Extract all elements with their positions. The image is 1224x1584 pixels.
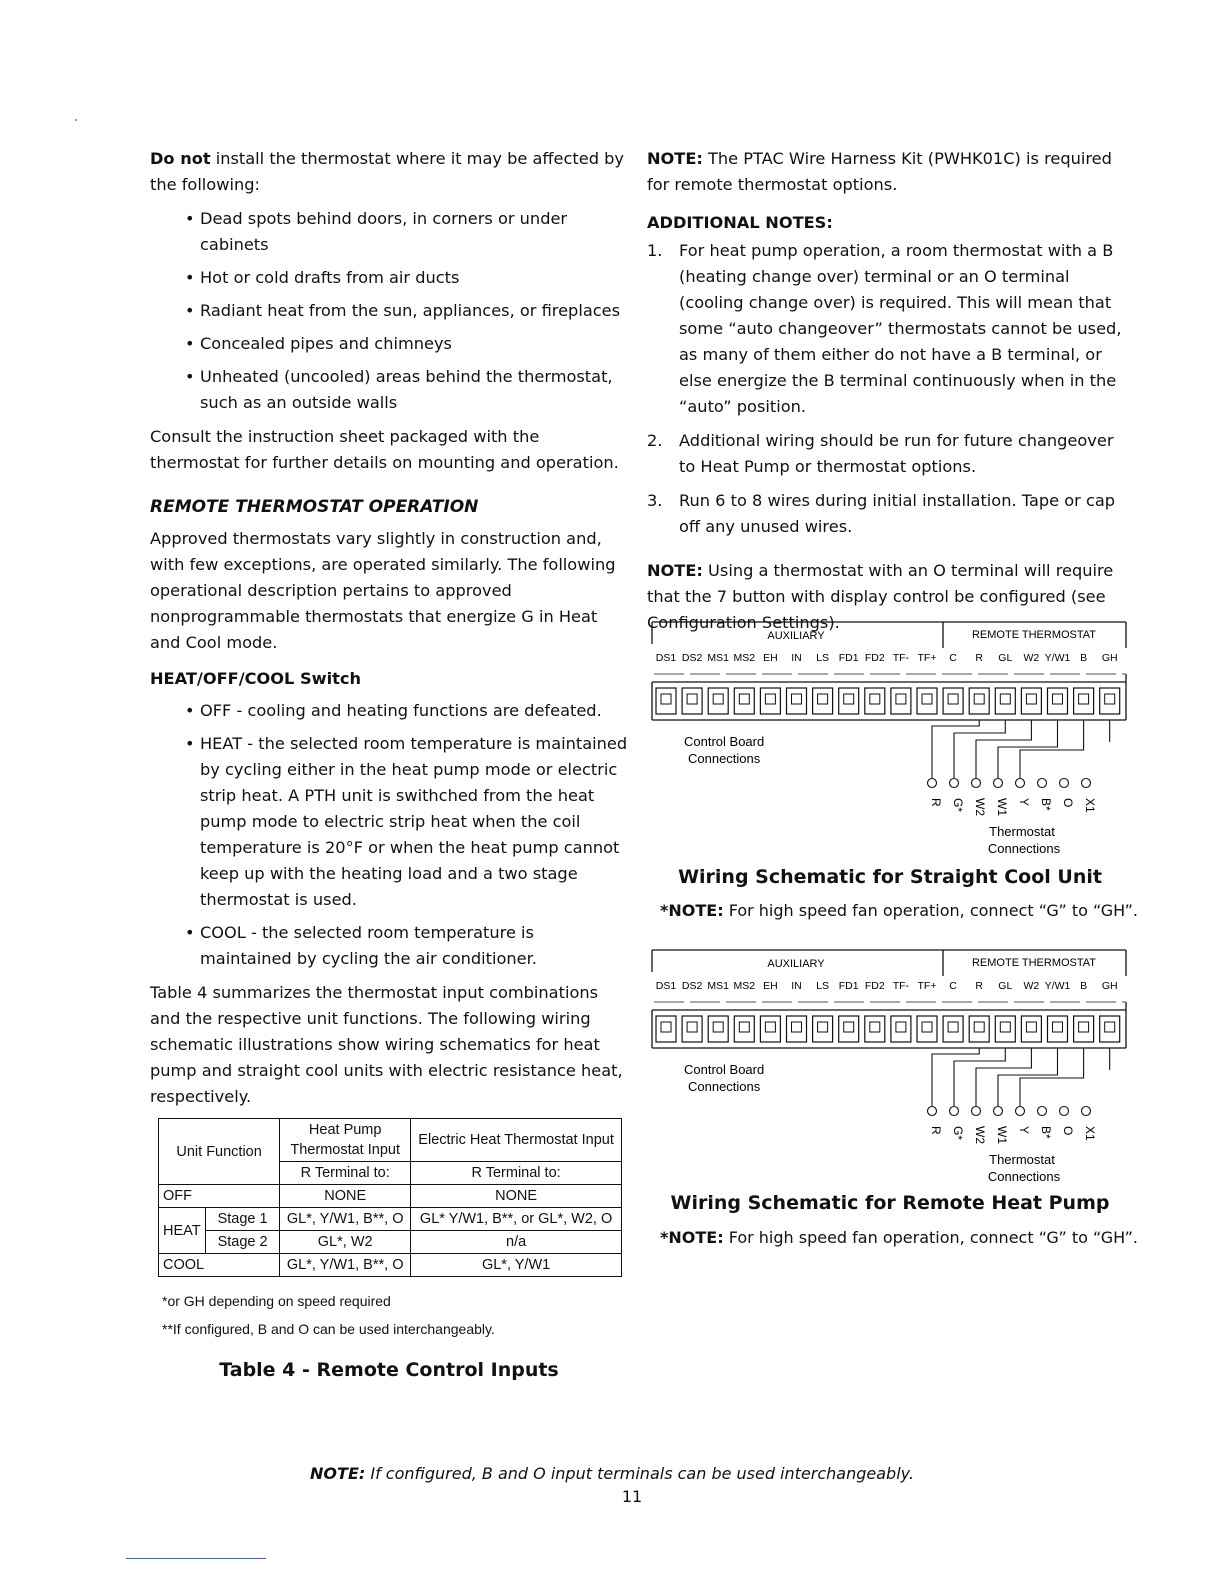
table-header-row [159,1119,622,1162]
terminal-label: EH [763,980,778,992]
terminal-label: EH [763,652,778,664]
row-label-heat: HEAT [159,1208,206,1254]
terminal-pin [1074,1016,1094,1042]
subheader-electric-heat: R Terminal to: [411,1162,622,1185]
terminal-pin-socket [818,694,828,704]
terminal-label: LS [816,980,830,992]
footer-note [0,1464,1224,1483]
table-row [159,1185,622,1208]
terminal-pin-socket [922,1022,932,1032]
thermostat-terminal-label: X1 [1083,1126,1097,1141]
terminal-pin-socket [661,694,671,704]
row-label-stage1: Stage 1 [206,1208,280,1231]
list-item: • Hot or cold drafts from air ducts [200,265,628,291]
terminal-pin-socket [739,1022,749,1032]
terminal-label: FD2 [864,652,885,664]
table-caption: Table 4 - Remote Control Inputs [219,1359,559,1381]
thermostat-connections-label: Thermostat [989,1152,1055,1167]
terminal-label: TF- [892,980,910,992]
footnote-straight-cool [660,901,1138,920]
note-text: The PTAC Wire Harness Kit (PWHK01C) is required for remote thermostat options. [647,149,1112,194]
thermostat-terminal [1060,1107,1069,1116]
terminal-pin [656,688,676,714]
ptac-note [647,146,1123,198]
terminal-pin-socket [1053,694,1063,704]
terminal-pin-socket [896,1022,906,1032]
terminal-pin [839,688,859,714]
consult-paragraph: Consult the instruction sheet packaged with the thermostat for further details on mounting and operation. [150,427,619,472]
note-text: Run 6 to 8 wires during initial installation. Tape or cap off any unused wires. [679,491,1116,536]
thermostat-terminal-label: O [1061,798,1075,808]
thermostat-terminal [1082,1107,1091,1116]
right-column [647,146,1123,644]
switch-mode-label: COOL [200,923,246,942]
terminal-pin-socket [687,1022,697,1032]
thermostat-terminal [928,1107,937,1116]
terminal-pin [917,1016,937,1042]
terminal-label: GL [998,980,1013,992]
terminal-pin [1100,688,1120,714]
terminal-label: TF+ [917,652,937,664]
list-item: • Radiant heat from the sun, appliances, or fireplaces [200,298,628,324]
subheader-heat-pump: R Terminal to: [280,1162,411,1185]
thermostat-terminal-label: R [929,1126,943,1135]
remote-thermostat-label: REMOTE THERMOSTAT [971,957,1097,969]
wire [976,1048,1031,1106]
switch-mode-label: OFF [200,701,232,720]
table-row [159,1231,622,1254]
wiring-svg [650,618,1130,858]
list-item: • Concealed pipes and chimneys [200,331,628,357]
terminal-pin [891,688,911,714]
thermostat-terminal [1038,779,1047,788]
location-bullet-list [150,206,628,416]
terminal-pin-socket [1053,1022,1063,1032]
cell: GL* Y/W1, B**, or GL*, W2, O [411,1208,622,1231]
table-row [159,1208,622,1231]
terminal-label: Y/W1 [1044,652,1071,664]
terminal-label: B [1080,980,1088,992]
terminal-pin [865,688,885,714]
intro-paragraph [150,146,628,198]
section-title: REMOTE THERMOSTAT OPERATION [150,497,479,517]
note-text: For high speed fan operation, connect “G” to “GH”. [723,1228,1139,1247]
terminal-pin [865,1016,885,1042]
caption-straight-cool: Wiring Schematic for Straight Cool Unit [678,866,1102,888]
wire [1020,1048,1084,1106]
thermostat-terminal [972,779,981,788]
terminal-pin [1048,1016,1068,1042]
terminal-pin-socket [713,694,723,704]
left-column [150,146,628,1383]
terminal-label: W2 [1023,980,1040,992]
page-number: 11 [621,1487,643,1506]
terminal-label: IN [791,980,802,992]
bottom-rule [126,1558,266,1559]
remote-thermostat-label: REMOTE THERMOSTAT [971,629,1097,641]
thermostat-connections-label: Thermostat [989,824,1055,839]
wire [932,1048,979,1106]
list-item: • Unheated (uncooled) areas behind the thermostat, such as an outside walls [200,364,628,416]
thermostat-terminal-label: O [1061,1126,1075,1136]
thermostat-terminal [994,1107,1003,1116]
table-footnote-2: **If configured, B and O can be used interchangeably. [162,1321,495,1337]
terminal-pin-socket [974,694,984,704]
thermostat-terminal [950,1107,959,1116]
terminal-pin-socket [974,1022,984,1032]
terminal-pin [1048,688,1068,714]
row-label-off: OFF [159,1185,280,1208]
terminal-pin-socket [844,1022,854,1032]
cell: GL*, W2 [280,1231,411,1254]
terminal-pin-socket [1026,694,1036,704]
terminal-label: Y/W1 [1044,980,1071,992]
terminal-label: R [975,980,983,992]
thermostat-terminal [1016,779,1025,788]
list-item [647,238,1123,420]
wire [998,720,1058,778]
terminal-label: GL [998,652,1013,664]
terminal-pin-socket [1000,694,1010,704]
terminal-pin [708,688,728,714]
terminal-pin-socket [661,1022,671,1032]
terminal-label: C [949,652,957,664]
terminal-label: TF+ [917,980,937,992]
terminal-pin [760,1016,780,1042]
terminal-pin [1074,688,1094,714]
thermostat-terminal-label: W2 [973,798,987,816]
wiring-svg [650,946,1130,1186]
terminal-pin [708,1016,728,1042]
terminal-pin-socket [948,694,958,704]
terminal-pin-socket [1079,694,1089,704]
terminal-label: R [975,652,983,664]
thermostat-terminal [972,1107,981,1116]
terminal-pin [1100,1016,1120,1042]
approved-paragraph: Approved thermostats vary slightly in construction and, with few exceptions, are operated similarly. The following operational description pertains to approved nonprogrammable thermostats that energize G in Heat and Cool mode. [150,529,616,652]
terminal-label: FD1 [838,652,859,664]
note-label: *NOTE: [660,1228,724,1247]
terminal-label: FD2 [864,980,885,992]
intro-text: install the thermostat where it may be affected by the following: [150,149,624,194]
terminal-pin [995,688,1015,714]
thermostat-terminal-label: G* [951,1126,965,1141]
terminal-label: W2 [1023,652,1040,664]
terminal-pin [656,1016,676,1042]
additional-notes-heading: ADDITIONAL NOTES: [647,213,833,232]
terminal-pin [839,1016,859,1042]
terminal-label: MS1 [707,980,729,992]
wire [998,1048,1058,1106]
row-label-stage2: Stage 2 [206,1231,280,1254]
footer-note-text: If configured, B and O input terminals can be used interchangeably. [365,1464,914,1483]
footnote-heat-pump [660,1228,1138,1247]
speck [75,119,77,121]
terminal-pin [943,688,963,714]
note-number: 2. [647,431,663,450]
list-item [200,698,628,724]
thermostat-terminal-label: B* [1039,1126,1053,1139]
cell: n/a [411,1231,622,1254]
footer-note-label: NOTE: [310,1464,366,1483]
switch-mode-description: - cooling and heating functions are defeated. [231,701,602,720]
terminal-pin-socket [1000,1022,1010,1032]
terminal-pin-socket [818,1022,828,1032]
thermostat-terminal-label: W1 [995,1126,1009,1144]
list-item [647,488,1123,540]
thermostat-terminal-label: Y [1017,798,1031,807]
switch-mode-label: HEAT [200,734,243,753]
terminal-pin-socket [1079,1022,1089,1032]
terminal-pin [969,688,989,714]
table4-intro: Table 4 summarizes the thermostat input combinations and the respective unit functions. The following wiring schematic illustrations show wiring schematics for heat pump and straight cool units with electric resistance heat, respectively. [150,983,623,1106]
wire [1020,720,1084,778]
terminal-pin-socket [792,694,802,704]
terminal-pin [760,688,780,714]
terminal-pin-socket [844,694,854,704]
switch-bullet-list [150,698,628,972]
cell: GL*, Y/W1, B**, O [280,1254,411,1277]
terminal-pin [969,1016,989,1042]
terminal-label: FD1 [838,980,859,992]
terminal-pin [787,688,807,714]
thermostat-connections-label: Connections [987,1169,1061,1184]
terminal-pin-socket [1105,1022,1115,1032]
note-text: For high speed fan operation, connect “G” to “GH”. [723,901,1139,920]
terminal-pin-socket [792,1022,802,1032]
terminal-label: C [949,980,957,992]
switch-mode-description: - the selected room temperature is maintained by cycling the air conditioner. [200,923,537,968]
terminal-label: GH [1101,652,1118,664]
wire [932,720,979,778]
additional-notes-list [647,238,1123,540]
row-label-cool: COOL [159,1254,280,1277]
terminal-pin-socket [1026,1022,1036,1032]
cell: GL*, Y/W1, B**, O [280,1208,411,1231]
terminal-pin-socket [896,694,906,704]
thermostat-terminal-label: B* [1039,798,1053,811]
header-unit-function: Unit Function [159,1119,280,1185]
terminal-pin [682,1016,702,1042]
cell: GL*, Y/W1 [411,1254,622,1277]
terminal-pin [734,688,754,714]
control-board-label: Connections [688,1079,761,1094]
terminal-label: TF- [892,652,910,664]
terminal-pin [995,1016,1015,1042]
list-item [647,428,1123,480]
terminal-pin-socket [1105,694,1115,704]
list-item: • Dead spots behind doors, in corners or under cabinets [200,206,628,258]
control-board-label: Control Board [684,1062,765,1077]
table-footnote-1: *or GH depending on speed required [162,1293,391,1309]
terminal-label: LS [816,652,830,664]
terminal-label: MS2 [733,980,756,992]
terminal-label: DS2 [681,980,703,992]
terminal-label: GH [1101,980,1118,992]
terminal-pin [1021,1016,1041,1042]
cell: NONE [411,1185,622,1208]
terminal-label: IN [791,652,802,664]
list-item [200,920,628,972]
thermostat-terminal-label: W2 [973,1126,987,1144]
terminal-pin-socket [687,694,697,704]
thermostat-connections-label: Connections [987,841,1061,856]
wiring-diagram-straight-cool [650,618,1130,858]
note-text: Using a thermostat with an O terminal will require that the 7 button with display control be configured (see Configuration Settings). [647,561,1114,632]
terminal-label: MS2 [733,652,756,664]
auxiliary-label: AUXILIARY [767,630,825,642]
note-number: 1. [647,241,663,260]
thermostat-terminal-label: G* [951,798,965,813]
terminal-pin-socket [713,1022,723,1032]
terminal-pin-socket [870,1022,880,1032]
cell: NONE [280,1185,411,1208]
wire [976,720,1031,778]
terminal-pin [787,1016,807,1042]
terminal-label: DS1 [655,652,677,664]
note-text: Additional wiring should be run for future changeover to Heat Pump or thermostat options. [679,431,1114,476]
remote-control-inputs-table [158,1118,622,1277]
control-board-label: Connections [688,751,761,766]
auxiliary-label: AUXILIARY [767,958,825,970]
thermostat-terminal [950,779,959,788]
terminal-label: MS1 [707,652,729,664]
header-electric-heat: Electric Heat Thermostat Input [411,1119,622,1162]
note-number: 3. [647,491,663,510]
thermostat-terminal [1038,1107,1047,1116]
terminal-pin [734,1016,754,1042]
terminal-pin-socket [870,694,880,704]
thermostat-terminal [928,779,937,788]
terminal-pin-socket [922,694,932,704]
terminal-pin-socket [739,694,749,704]
control-board-label: Control Board [684,734,765,749]
terminal-pin [917,688,937,714]
terminal-pin [682,688,702,714]
terminal-pin [813,1016,833,1042]
note-text: For heat pump operation, a room thermostat with a B (heating change over) terminal or an O terminal (cooling change over) is required. This will mean that some “auto changeover” thermostats cannot be used, as many of them either do not have a B terminal, or else energize the B terminal continuously when in the “auto” position. [679,241,1122,416]
terminal-pin [1021,688,1041,714]
intro-bold: Do not [150,149,211,168]
thermostat-terminal-label: R [929,798,943,807]
switch-mode-description: - the selected room temperature is maintained by cycling either in the heat pump mode or electric strip heat. A PTH unit is swithched from the heat pump mode to electric strip heat when the coil temperature is 20°F or when the heat pump cannot keep up with the heating load and a two stage thermostat is used. [200,734,628,909]
caption-heat-pump: Wiring Schematic for Remote Heat Pump [670,1192,1110,1214]
header-heat-pump: Heat Pump Thermostat Input [280,1119,411,1162]
thermostat-terminal-label: Y [1017,1126,1031,1135]
thermostat-terminal-label: X1 [1083,798,1097,813]
thermostat-terminal [1082,779,1091,788]
terminal-pin [813,688,833,714]
terminal-label: B [1080,652,1088,664]
terminal-pin-socket [765,694,775,704]
switch-heading: HEAT/OFF/COOL Switch [150,669,361,688]
terminal-pin-socket [765,1022,775,1032]
thermostat-terminal [1060,779,1069,788]
thermostat-terminal [1016,1107,1025,1116]
note-label: NOTE: [647,561,703,580]
table-row [159,1254,622,1277]
terminal-pin-socket [948,1022,958,1032]
wiring-diagram-heat-pump [650,946,1130,1186]
thermostat-terminal [994,779,1003,788]
terminal-pin [943,1016,963,1042]
thermostat-terminal-label: W1 [995,798,1009,816]
note-label: *NOTE: [660,901,724,920]
note-label: NOTE: [647,149,703,168]
terminal-pin [891,1016,911,1042]
terminal-label: DS2 [681,652,703,664]
terminal-label: DS1 [655,980,677,992]
list-item [200,731,628,913]
